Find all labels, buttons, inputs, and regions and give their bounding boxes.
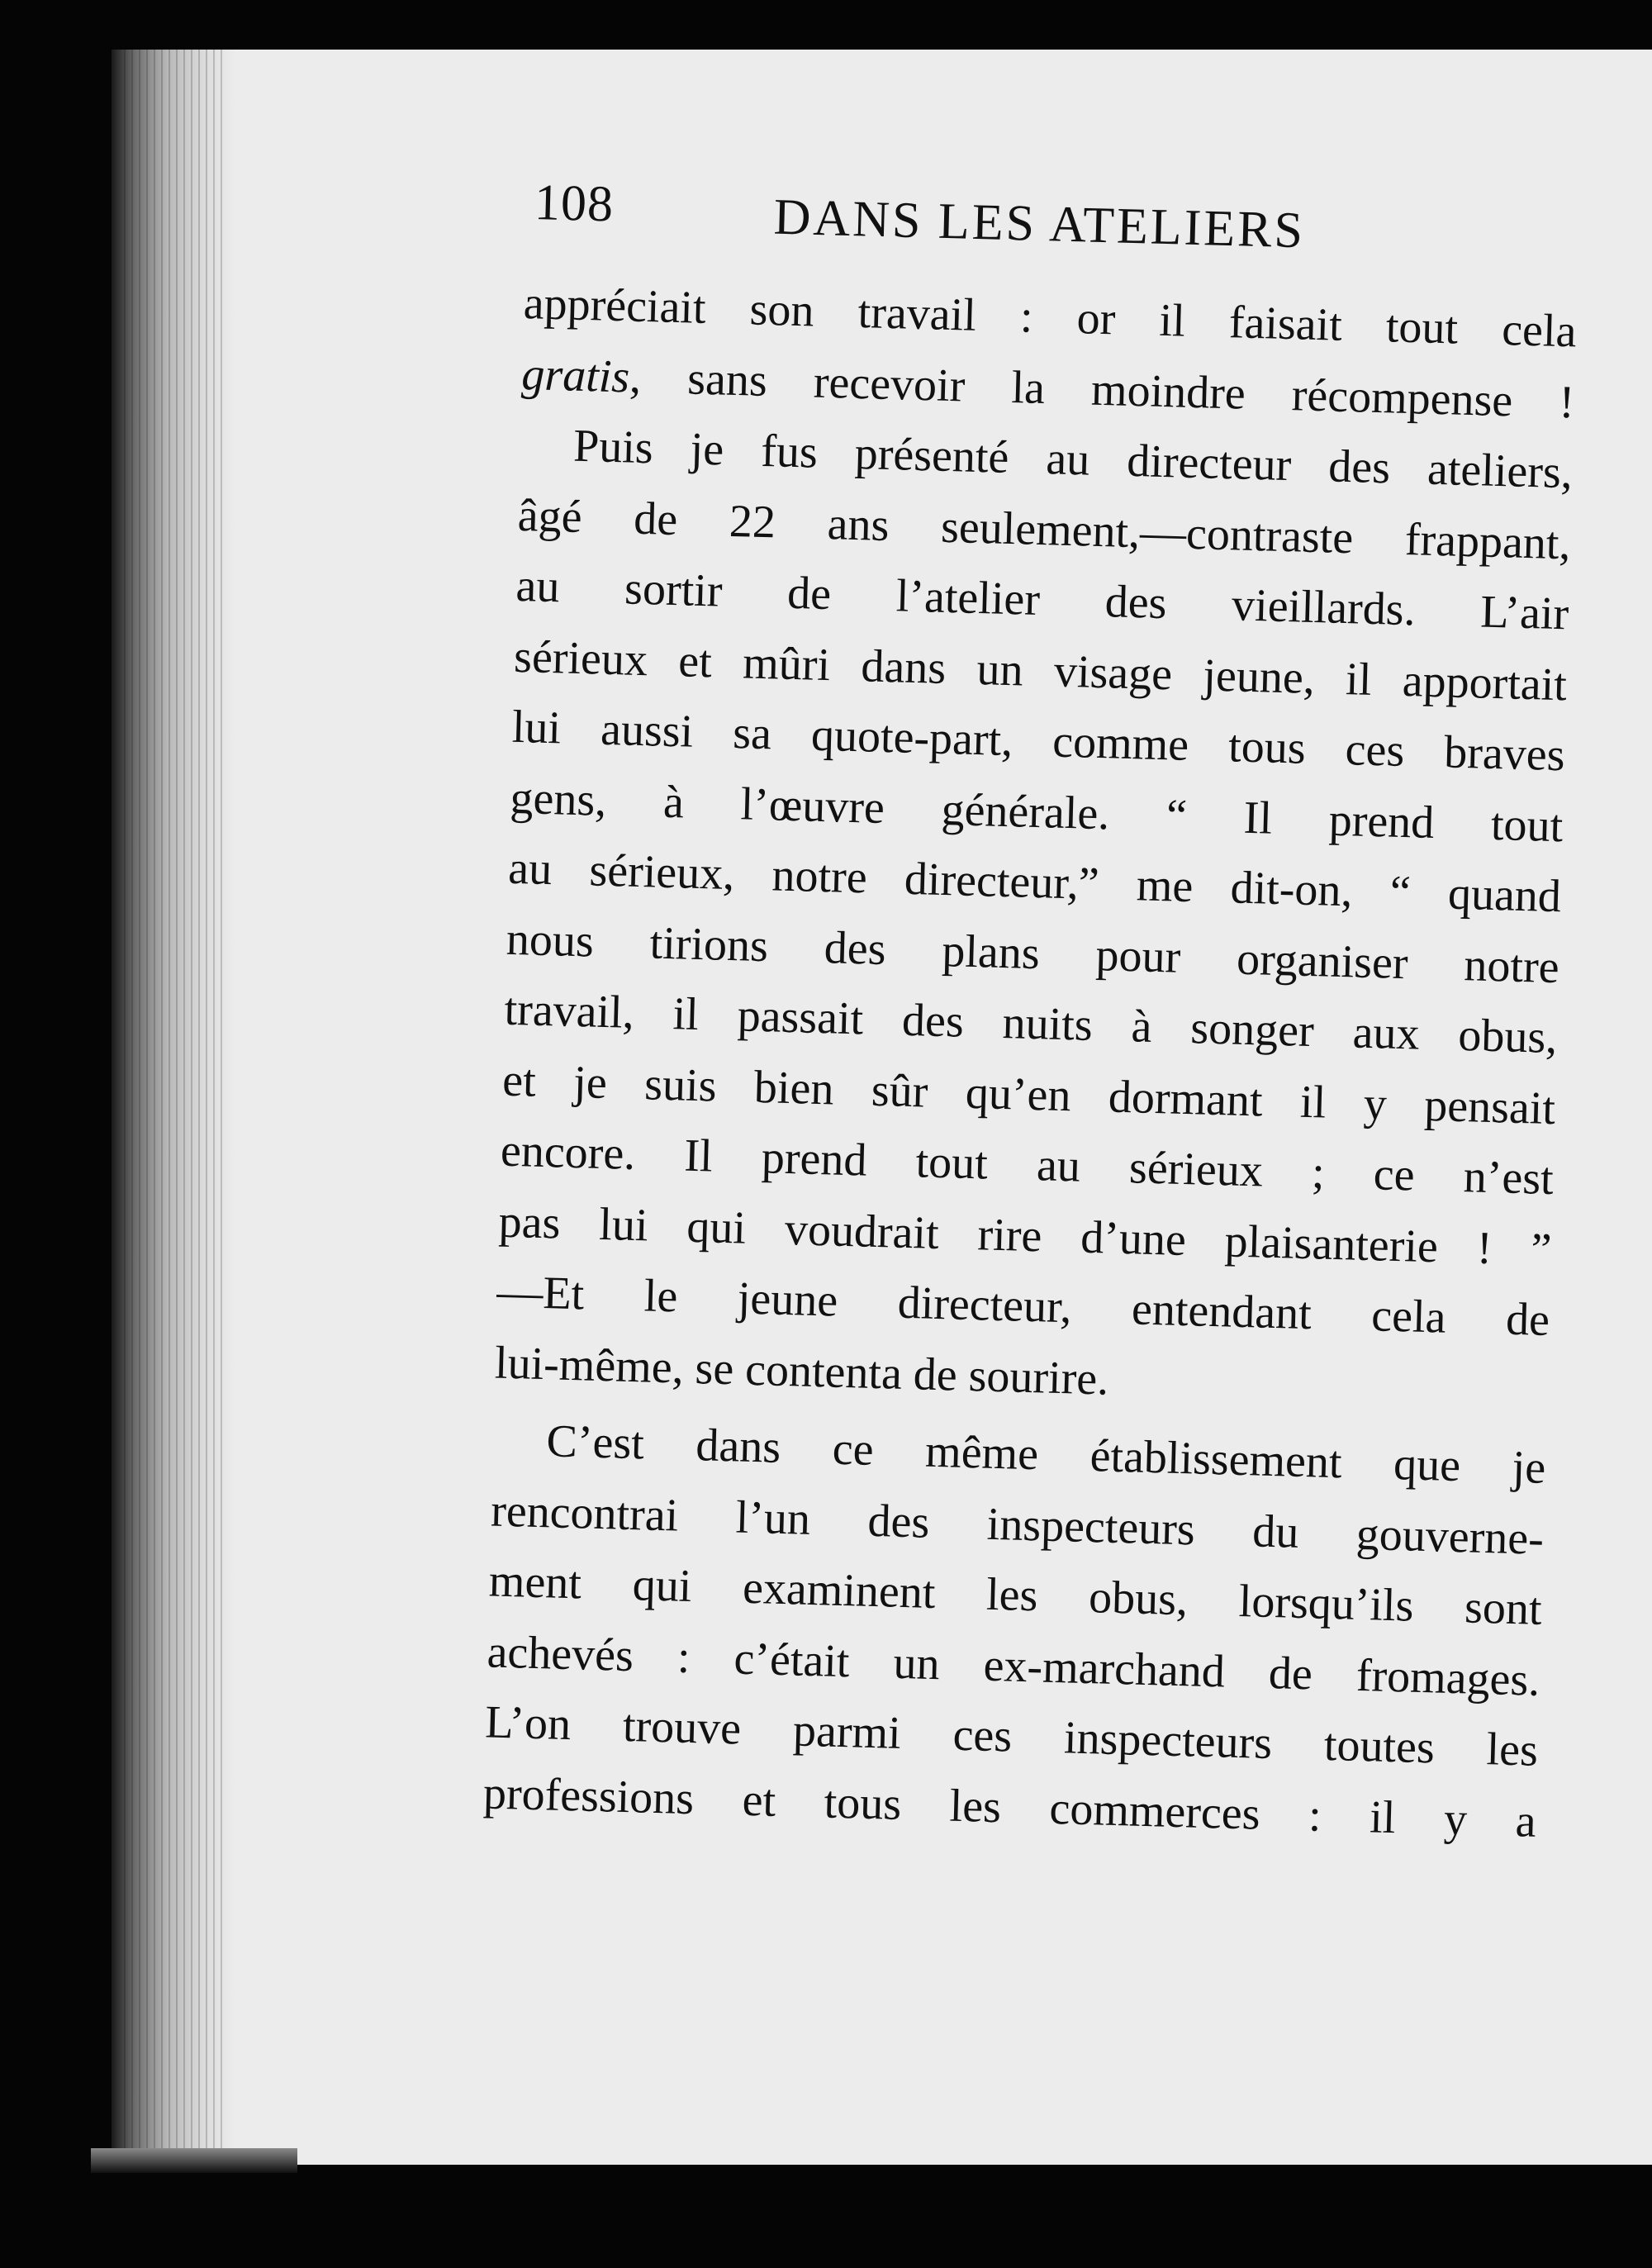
text-line: C’est dans ce même établissement que je: [545, 1415, 1547, 1494]
text-line: au sérieux, notre directeur,” me dit-on, “ quand: [507, 842, 1562, 923]
text-line: nous tirions des plans pour organiser notre: [506, 913, 1560, 993]
text-line: professions et tous les commerces : il y a: [482, 1766, 1537, 1847]
text-line: et je suis bien sûr qu’en dormant il y pensait: [501, 1054, 1556, 1134]
text-line: gens, à l’œuvre générale. “ Il prend tout: [509, 772, 1564, 852]
text-line: travail, il passait des nuits à songer aux obus,: [503, 983, 1559, 1064]
book-bottom-edge: [91, 2148, 297, 2173]
text-line: ment qui examinent les obus, lorsqu’ils sont: [488, 1555, 1543, 1635]
text-line: gratis, sans recevoir la moindre récompense !: [520, 348, 1575, 428]
page-stack-edges: [124, 50, 223, 2165]
text-line: L’on trouve parmi ces inspecteurs toutes les: [484, 1696, 1539, 1776]
text-line: —Et le jeune directeur, entendant cela de: [496, 1266, 1550, 1347]
text-line: pas lui qui voudrait rire d’une plaisanterie ! ”: [497, 1196, 1553, 1276]
running-title: DANS LES ATELIERS: [772, 188, 1306, 259]
text-line: âgé de 22 ans seulement,—contraste frappant,: [517, 489, 1572, 569]
text-line: encore. Il prend tout au sérieux ; ce n’est: [500, 1124, 1555, 1205]
text-line: achevés : c’était un ex-marchand de fromages.: [486, 1625, 1541, 1706]
text-line: rencontrai l’un des inspecteurs du gouverne-: [490, 1484, 1545, 1565]
page-number: 108: [534, 174, 615, 233]
text-line: lui-même, se contenta de sourire.: [494, 1337, 1110, 1405]
text-line: lui aussi sa quote-part, comme tous ces braves: [511, 701, 1566, 782]
text-line: appréciait son travail : or il faisait tout cela: [523, 277, 1578, 358]
text-line: Puis je fus présenté au directeur des ateliers,: [572, 420, 1574, 499]
text-line: au sortir de l’atelier des vieillards. L’air: [515, 559, 1569, 640]
body-text: [482, 269, 1578, 1857]
italic-word: gratis: [520, 348, 631, 402]
text-line: sérieux et mûri dans un visage jeune, il apportait: [513, 630, 1568, 711]
